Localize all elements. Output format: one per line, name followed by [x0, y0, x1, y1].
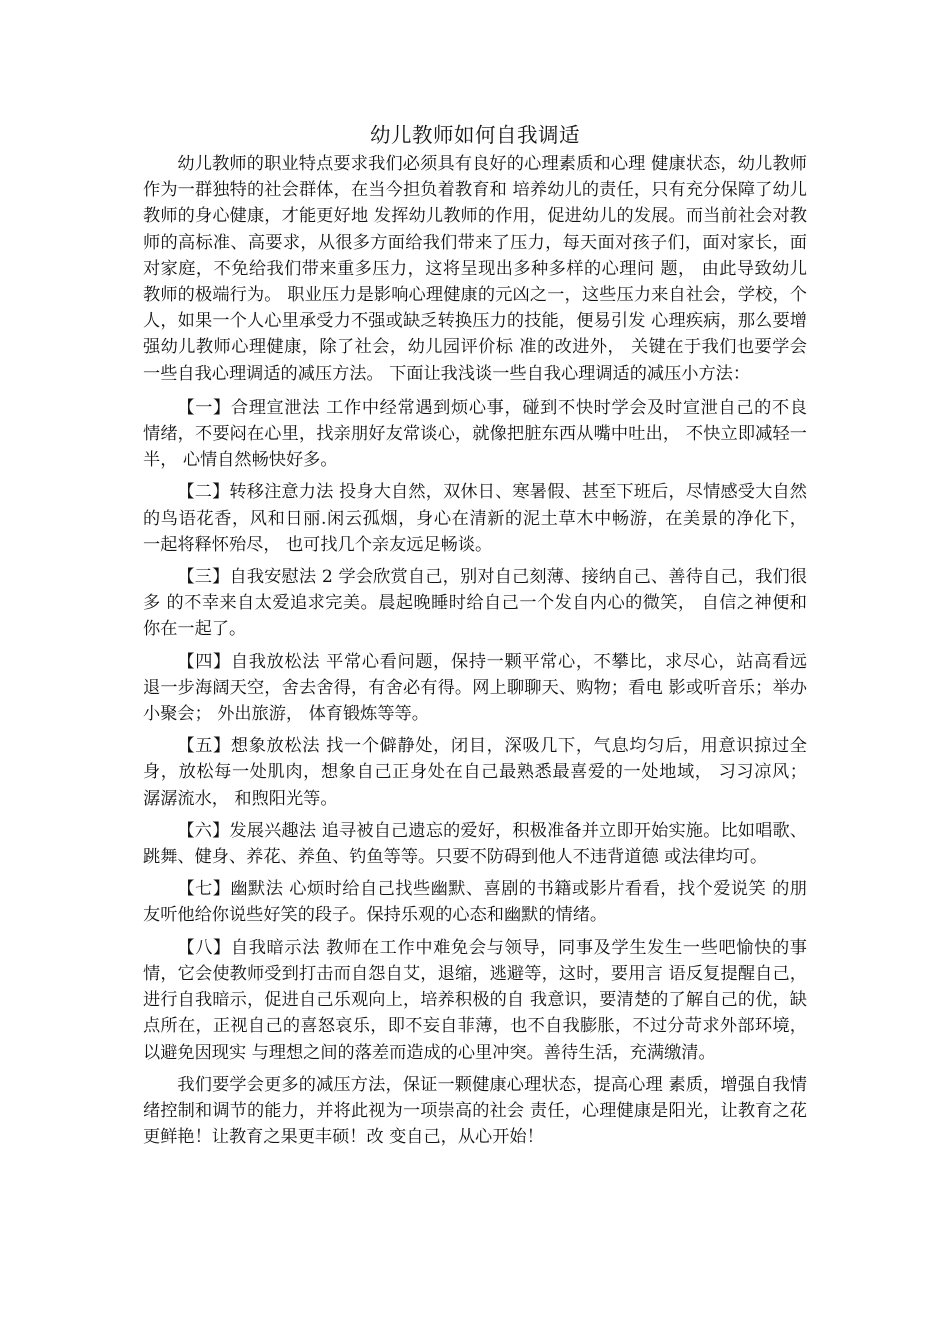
document-body	[143, 120, 807, 1156]
method-5-paragraph: 【五】想象放松法 找一个僻静处，闭目，深吸几下，气息均匀后，用意识掠过全身，放松每一处肌肉，想象自己正身处在自己最熟悉最喜爱的一处地域， 习习凉风； 潺潺流水， 和煦阳光等。	[143, 736, 807, 809]
method-6-paragraph: 【六】发展兴趣法 追寻被自己遗忘的爱好，积极准备并立即开始实施。比如唱歌、跳舞、健身、养花、养鱼、钓鱼等等。只要不防碍到他人不违背道德 或法律均可。	[143, 820, 807, 868]
conclusion-paragraph: 我们要学会更多的减压方法，保证一颗健康心理状态，提高心理 素质，增强自我情绪控制和调节的能力，并将此视为一项崇高的社会 责任，心理健康是阳光，让教育之花更鲜艳！让教育之果更丰硕！改 变自己，从心开始！	[143, 1074, 807, 1148]
method-2-paragraph: 【二】转移注意力法 投身大自然，双休日、寒暑假、甚至下班后，尽情感受大自然 的鸟语花香，风和日丽.闲云孤烟，身心在清新的泥土草木中畅游，在美景的净化下， 一起将释怀殆尽， 也可找几个亲友远足畅谈。	[143, 482, 807, 555]
document-title: 幼儿教师如何自我调适	[370, 123, 580, 147]
method-4-paragraph: 【四】自我放松法 平常心看问题，保持一颗平常心，不攀比，求尽心，站高看远 退一步海阔天空，舍去舍得，有舍必有得。网上聊聊天、购物；看电 影或听音乐；举办小聚会； 外出旅游， 体育锻炼等等。	[143, 651, 807, 725]
method-8-paragraph: 【八】自我暗示法 教师在工作中难免会与领导，同事及学生发生一些吧愉快的事 情，它会使教师受到打击而自怨自艾，退缩，逃避等，这时，要用言 语反复提醒自己，进行自我暗示，促进自己乐观向上，培养积极的自 我意识，要清楚的了解自己的优，缺点所在，正视自己的喜怒哀乐，即不妄自菲薄，也不自我膨胀，不过分苛求外部环境，以避免因现实 与理想之间的落差而造成的心里冲突。善待生活，充满缴清。	[143, 937, 807, 1063]
intro-paragraph: 幼儿教师的职业特点要求我们必须具有良好的心理素质和心理 健康状态，幼儿教师作为一群独特的社会群体，在当今担负着教育和 培养幼儿的责任，只有充分保障了幼儿教师的身心健康，才能更好地 发挥幼儿教师的作用，促进幼儿的发展。而当前社会对教师的高标准、高要求，从很多方面给我们带来了压力，每天面对孩子们，面对家长，面对家庭，不免给我们带来重多压力，这将呈现出多种多样的心理问 题， 由此导致幼儿教师的极端行为。 职业压力是影响心理健康的元凶之一，这些压力来自社会，学校，个人，如果一个人心里承受力不强或缺乏转换压力的技能，便易引发 心理疾病，那么要增强幼儿教师心理健康，除了社会，幼儿园评价标 准的改进外， 关键在于我们也要学会一些自我心理调适的减压方法。 下面让我浅谈一些自我心理调适的减压小方法：	[143, 154, 807, 384]
method-1-paragraph: 【一】合理宣泄法 工作中经常遇到烦心事，碰到不快时学会及时宣泄自己的不良 情绪，不要闷在心里，找亲朋好友常谈心，就像把脏东西从嘴中吐出， 不快立即减轻一半， 心情自然畅快好多。	[143, 397, 807, 471]
method-3-paragraph: 【三】自我安慰法 2 学会欣赏自己，别对自己刻薄、接纳自己、善待自己，我们很多 的不幸来自太爱追求完美。晨起晚睡时给自己一个发自内心的微笑， 自信之神便和你在一起了。	[143, 567, 807, 640]
method-7-paragraph: 【七】幽默法 心烦时给自己找些幽默、喜剧的书籍或影片看看，找个爱说笑 的朋友听他给你说些好笑的段子。保持乐观的心态和幽默的情绪。	[143, 879, 807, 926]
